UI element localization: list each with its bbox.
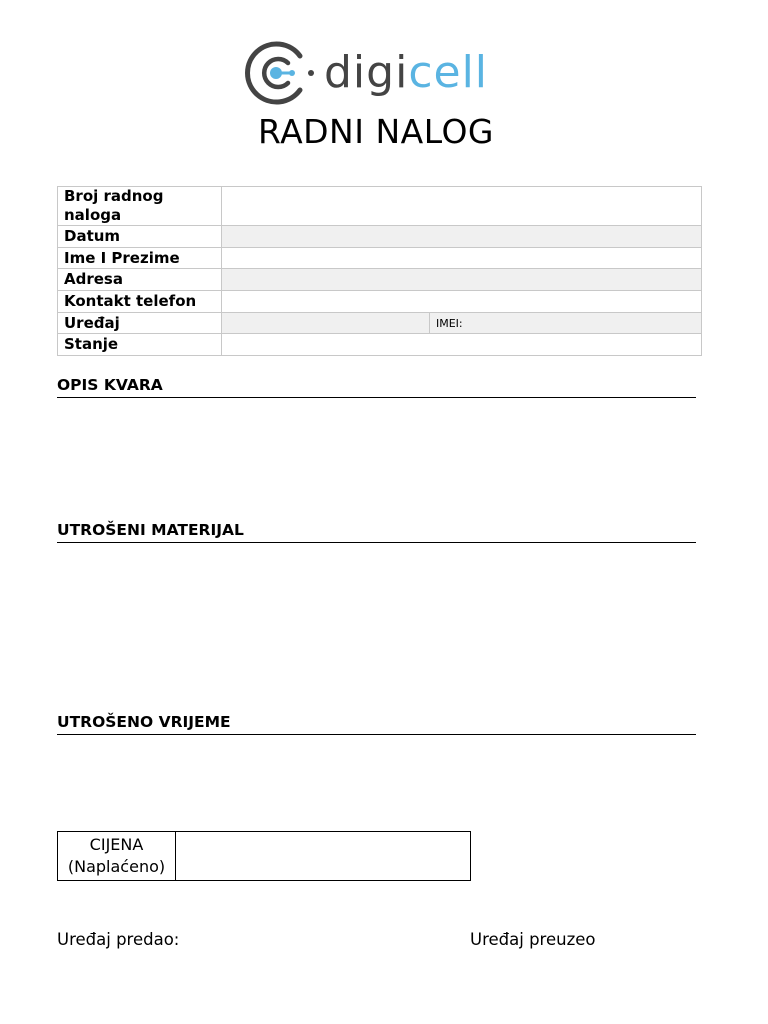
digicell-logo-graphic — [238, 38, 528, 108]
price-table — [57, 831, 471, 881]
section-utroseno-vrijeme: UTROŠENO VRIJEME — [57, 713, 696, 735]
info-table — [57, 186, 702, 356]
table-row — [58, 247, 702, 269]
section-utroseni-materijal: UTROŠENI MATERIJAL — [57, 521, 696, 543]
imei-label[interactable]: IMEI: — [430, 312, 702, 334]
logo-text-cell: cell — [408, 47, 489, 98]
table-row — [58, 334, 702, 356]
row-value-ime-prezime[interactable] — [222, 247, 702, 269]
row-label-adresa: Adresa — [58, 269, 222, 291]
table-row — [58, 226, 702, 248]
price-value[interactable] — [176, 832, 471, 881]
logo-text-digi: digi — [324, 47, 409, 98]
price-label-line1: CIJENA — [89, 835, 144, 854]
row-value-datum[interactable] — [222, 226, 702, 248]
table-row — [58, 269, 702, 291]
row-label-stanje: Stanje — [58, 334, 222, 356]
signature-received: Uređaj preuzeo — [470, 930, 596, 949]
digicell-logo — [238, 38, 528, 108]
section-opis-kvara: OPIS KVARA — [57, 376, 696, 398]
row-label-ime-prezime: Ime I Prezime — [58, 247, 222, 269]
table-row — [58, 291, 702, 313]
row-value-adresa[interactable] — [222, 269, 702, 291]
row-value-kontakt-telefon[interactable] — [222, 291, 702, 313]
svg-text:digicell — [324, 47, 488, 98]
table-row — [58, 832, 471, 881]
row-label-kontakt-telefon: Kontakt telefon — [58, 291, 222, 313]
row-label-datum: Datum — [58, 226, 222, 248]
row-value-broj-naloga[interactable] — [222, 187, 702, 226]
price-label-line2: (Naplaćeno) — [67, 857, 166, 876]
table-row — [58, 187, 702, 226]
signature-handed-over: Uređaj predao: — [57, 930, 180, 949]
row-label-uredaj: Uređaj — [58, 312, 222, 334]
row-value-stanje[interactable] — [222, 334, 702, 356]
row-value-uredaj[interactable] — [222, 312, 430, 334]
price-label — [58, 832, 176, 881]
row-label-broj-naloga: Broj radnog naloga — [58, 187, 222, 226]
document-title: RADNI NALOG — [257, 112, 494, 151]
table-row — [58, 312, 702, 334]
